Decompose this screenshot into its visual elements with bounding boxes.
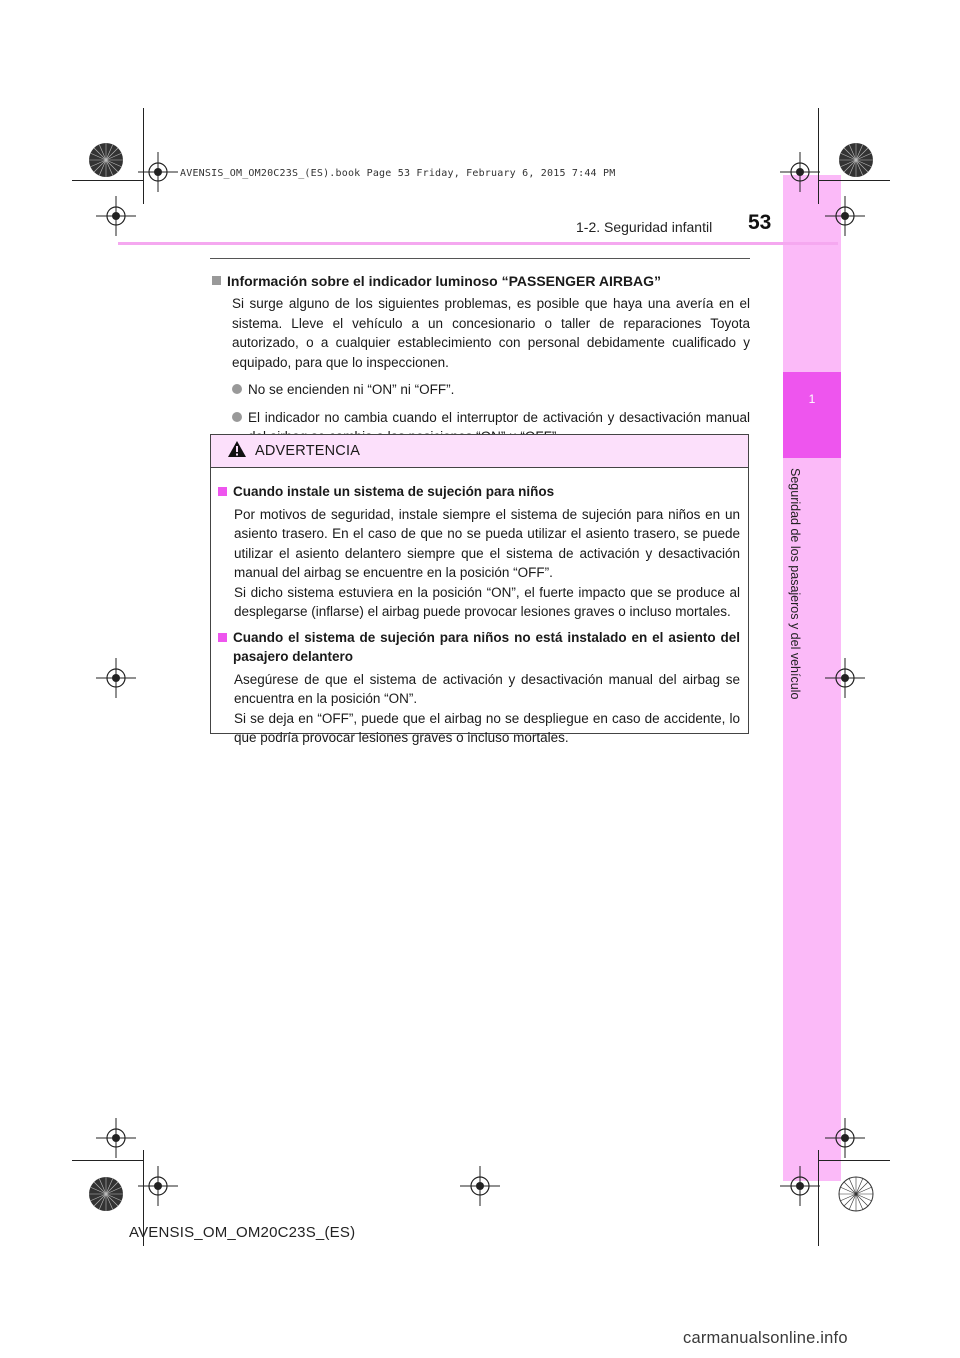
square-bullet-icon <box>218 633 227 642</box>
page-number: 53 <box>748 211 772 234</box>
section-title: 1-2. Seguridad infantil <box>576 219 713 235</box>
warning-paragraph: Si dicho sistema estuviera en la posición “ON”, el fuerte impacto que se produce al desplegarse (inflarse) el airbag puede provocar lesiones graves o incluso mortales. <box>234 584 740 619</box>
side-tab-chapter <box>783 372 841 458</box>
section-heading <box>210 271 750 291</box>
registration-mark-icon <box>825 196 865 236</box>
chapter-number: 1 <box>808 392 816 406</box>
starburst-icon <box>88 1176 124 1212</box>
warning-subheading-text: Cuando el sistema de sujeción para niños no está instalado en el asiento del pasajero delantero <box>233 629 740 664</box>
list-item-text: El indicador no cambia cuando el interruptor de activación y desactivación manual <box>248 409 750 425</box>
starburst-icon <box>838 1176 874 1212</box>
warning-triangle-icon <box>227 440 247 463</box>
crop-line <box>818 180 890 181</box>
warning-paragraph: Asegúrese de que el sistema de activación y desactivación manual del airbag se encuentra en la posición “ON”. <box>234 671 740 706</box>
header-rule <box>118 242 838 245</box>
intro-paragraph: Si surge alguno de los siguientes problemas, es posible que haya una avería en el sistema. Lleve el vehículo a un concesionario o taller de reparaciones Toyota autorizado, o a cualquier establecimiento con personal debidamente cualificado y equipado, para que lo inspeccionen. <box>232 296 750 370</box>
book-info-line: AVENSIS_OM_OM20C23S_(ES).book Page 53 Friday, February 6, 2015 7:44 PM <box>180 168 616 179</box>
watermark: carmanualsonline.info <box>683 1329 848 1347</box>
registration-mark-icon <box>780 1166 820 1206</box>
main-content <box>210 258 750 447</box>
crop-line <box>72 1160 144 1161</box>
warning-box <box>210 434 749 745</box>
registration-mark-icon <box>138 152 178 192</box>
dot-bullet-icon <box>232 412 242 422</box>
warning-subheading <box>217 482 740 502</box>
crop-line <box>72 180 144 181</box>
warning-paragraph: Si se deja en “OFF”, puede que el airbag no se despliegue en caso de accidente, lo que podría provocar lesiones graves o incluso mortales. <box>234 710 740 745</box>
footer-doc-id: AVENSIS_OM_OM20C23S_(ES) <box>129 1224 356 1241</box>
warning-subheading <box>217 628 740 667</box>
list-item <box>232 380 750 400</box>
warning-title: ADVERTENCIA <box>255 443 361 459</box>
registration-mark-icon <box>780 152 820 192</box>
starburst-icon <box>838 142 874 178</box>
content-top-rule <box>210 258 750 259</box>
square-bullet-icon <box>212 276 221 285</box>
warning-paragraph: Por motivos de seguridad, instale siempre el sistema de sujeción para niños en un asiento trasero. En el caso de que no se pueda utilizar el asiento trasero, se puede utilizar el asiento delantero siempre que el sistema de activación y desactivación manual del airbag se encuentre en la posición “OFF”. <box>234 506 740 580</box>
list-item-text: No se encienden ni “ON” ni “OFF”. <box>248 382 455 397</box>
registration-mark-icon <box>460 1166 500 1206</box>
chapter-title: Seguridad de los pasajeros y del vehículo <box>788 468 802 700</box>
square-bullet-icon <box>218 487 227 496</box>
warning-header <box>211 435 748 468</box>
registration-mark-icon <box>96 196 136 236</box>
registration-mark-icon <box>96 1118 136 1158</box>
registration-mark-icon <box>96 658 136 698</box>
starburst-icon <box>88 142 124 178</box>
warning-subheading-text: Cuando instale un sistema de sujeción para niños <box>233 484 555 499</box>
registration-mark-icon <box>138 1166 178 1206</box>
crop-line <box>818 1160 890 1161</box>
dot-bullet-icon <box>232 384 242 394</box>
registration-mark-icon <box>825 1118 865 1158</box>
section-heading-text: Información sobre el indicador luminoso “PASSENGER AIRBAG” <box>227 273 662 289</box>
registration-mark-icon <box>825 658 865 698</box>
warning-body <box>211 468 748 748</box>
